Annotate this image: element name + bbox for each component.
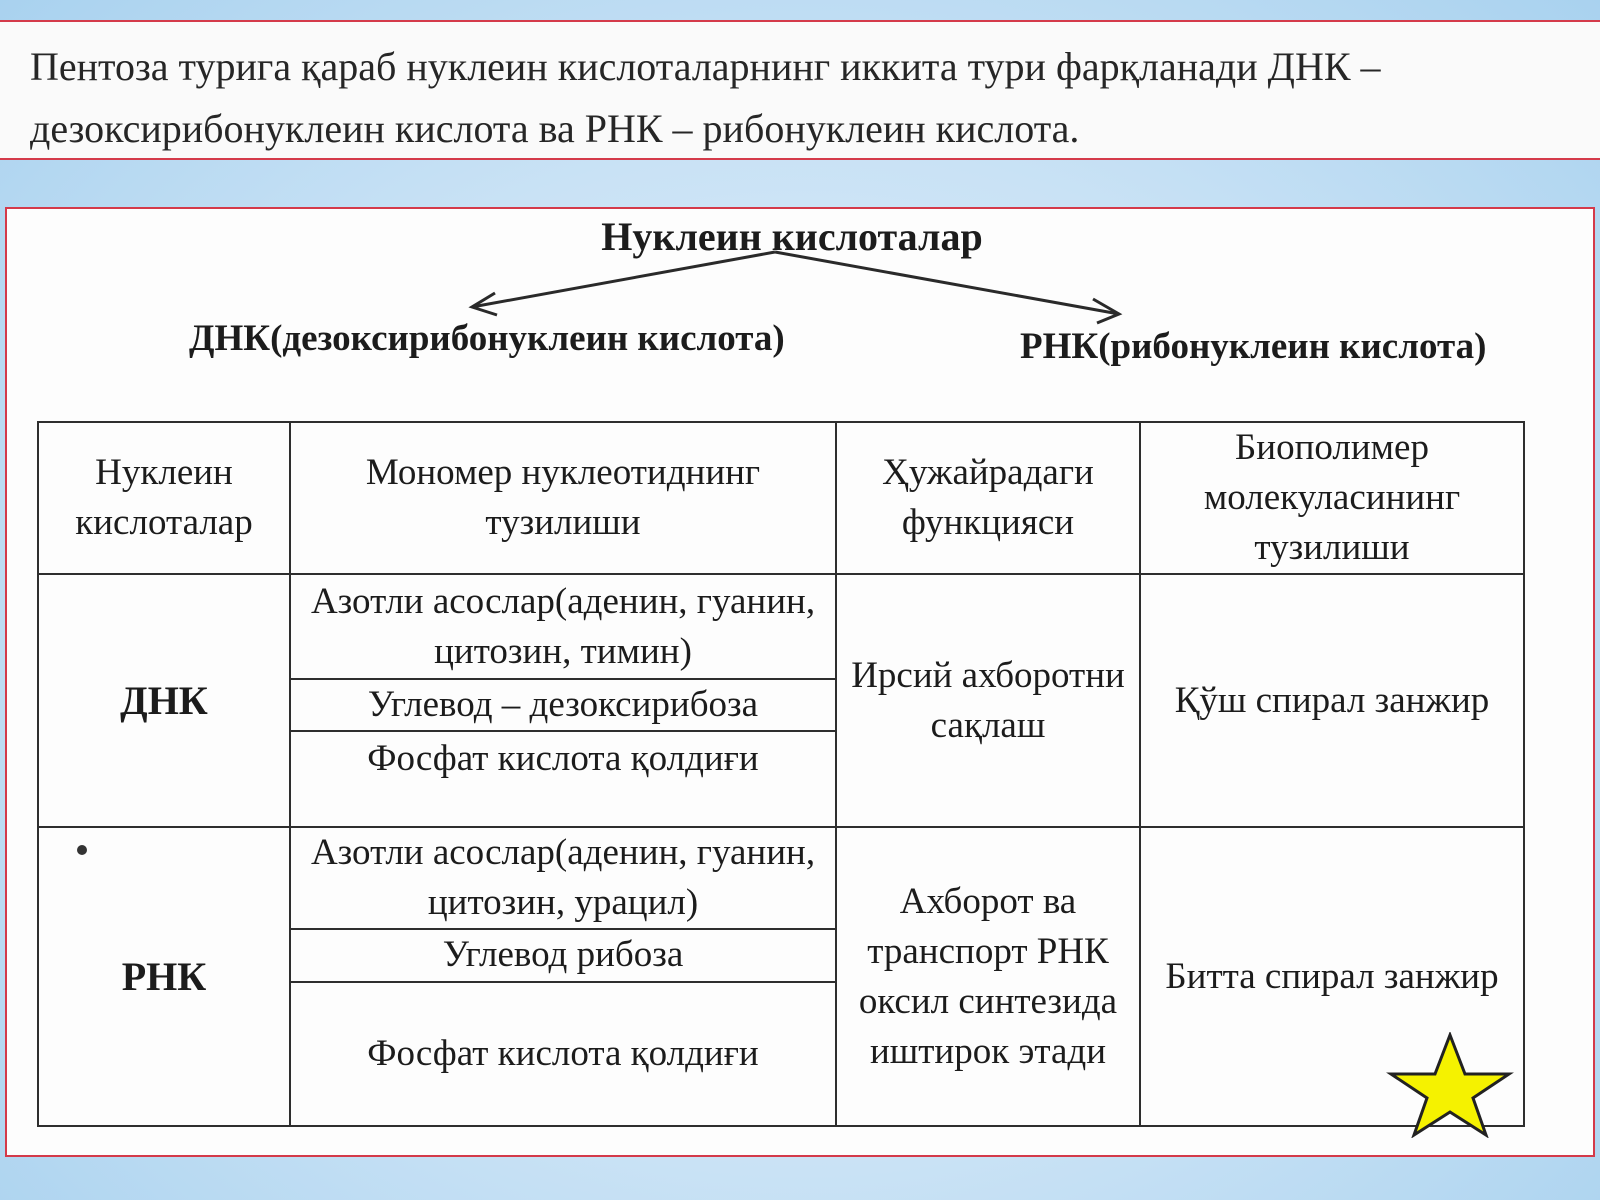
table-row [38, 827, 1524, 929]
diagram-root-title: Нуклеин кислоталар [601, 214, 983, 259]
monomer-cell: Фосфат кислота қолдиғи [290, 731, 836, 827]
function-cell: Ахборот ва транспорт РНК оксил синтезида иштирок этади [836, 827, 1140, 1126]
arrow-left-line [472, 252, 775, 307]
monomer-cell: Углевод – дезоксирибоза [290, 679, 836, 731]
structure-cell: Қўш спирал занжир [1140, 574, 1524, 827]
header-cell: Ҳужайрадаги функцияси [836, 422, 1140, 574]
branch-dna: ДНК(дезоксирибонуклеин кислота) [189, 318, 785, 359]
branch-rna: РНК(рибонуклеин кислота) [1020, 326, 1487, 367]
table-header-row [38, 422, 1524, 574]
monomer-cell: Азотли асослар(аденин, гуанин, цитозин, тимин) [290, 574, 836, 678]
header-cell: Биополимер молекуласининг тузилиши [1140, 422, 1524, 574]
function-cell: Ирсий ахборотни сақлаш [836, 574, 1140, 827]
intro-banner [0, 20, 1600, 160]
diagram-panel [5, 207, 1595, 1157]
arrow-right-line [775, 252, 1119, 314]
structure-cell: Битта спирал занжир [1140, 827, 1524, 1126]
bullet-dot [77, 845, 87, 855]
star-icon [1385, 1032, 1515, 1138]
intro-text: Пентоза турига қараб нуклеин кислоталарнинг иккита тури фарқланади ДНК – дезоксирибонуклеин кислота ва РНК – рибонуклеин кислота. [30, 44, 1381, 151]
header-cell: Нуклеин кислоталар [38, 422, 290, 574]
monomer-cell: Азотли асослар(аденин, гуанин, цитозин, урацил) [290, 827, 836, 929]
monomer-cell: Фосфат кислота қолдиғи [290, 982, 836, 1126]
monomer-cell: Углевод рибоза [290, 929, 836, 981]
table-row [38, 574, 1524, 678]
header-cell: Мономер нуклеотиднинг тузилиши [290, 422, 836, 574]
row-name-dna: ДНК [38, 574, 290, 827]
row-name-rna: РНК [38, 827, 290, 1126]
comparison-table [37, 421, 1525, 1127]
